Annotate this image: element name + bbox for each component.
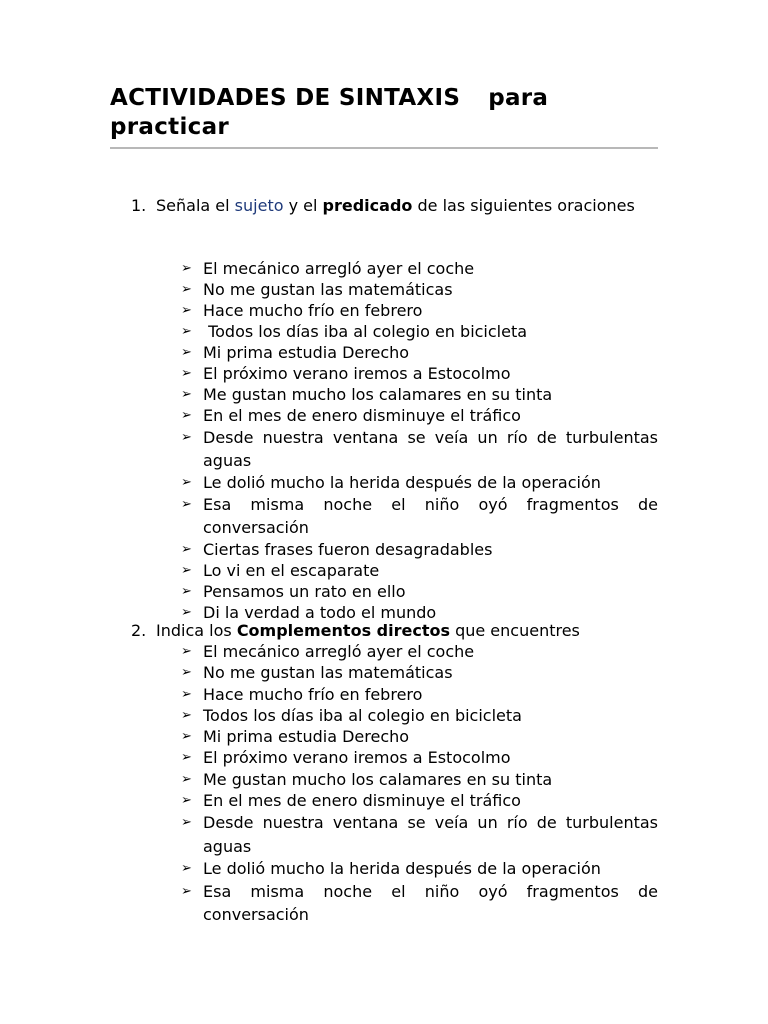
- sentence-text: Le dolió mucho la herida después de la operación: [203, 859, 601, 879]
- document-title: [110, 84, 658, 142]
- sentence-text: En el mes de enero disminuye el tráfico: [203, 406, 521, 425]
- list-item: [181, 581, 658, 602]
- arrowhead-bullet-icon: ➢: [181, 861, 192, 877]
- arrowhead-bullet-icon: ➢: [181, 793, 192, 809]
- title-underline-rule: [110, 147, 658, 149]
- arrowhead-bullet-icon: ➢: [181, 815, 192, 831]
- title-part-1: ACTIVIDADES DE SINTAXIS: [110, 85, 461, 111]
- sentence-text: El próximo verano iremos a Estocolmo: [203, 364, 511, 383]
- arrowhead-bullet-icon: ➢: [181, 750, 192, 766]
- arrowhead-bullet-icon: ➢: [181, 497, 192, 512]
- sentence-text: Di la verdad a todo el mundo: [203, 603, 437, 622]
- list-item: [181, 493, 658, 539]
- list-item: [181, 769, 658, 790]
- sentence-text: Me gustan mucho los calamares en su tinta: [203, 769, 553, 789]
- list-item: [181, 321, 658, 342]
- arrowhead-bullet-icon: ➢: [181, 771, 192, 787]
- list-item: [181, 472, 658, 493]
- sentence-text: No me gustan las matemáticas: [203, 663, 453, 683]
- arrowhead-bullet-icon: ➢: [181, 883, 192, 899]
- title-part-2: para practicar: [110, 85, 549, 140]
- sentence-text: Ciertas frases fueron desagradables: [203, 540, 493, 559]
- arrowhead-bullet-icon: ➢: [181, 475, 192, 490]
- exercise-1-text-b: y el: [288, 196, 318, 215]
- arrowhead-bullet-icon: ➢: [181, 345, 192, 360]
- exercise-2-sentence-list: [181, 641, 658, 927]
- keyword-sujeto: sujeto: [234, 196, 284, 215]
- sentence-text: Desde nuestra ventana se veía un río de turbulentas aguas: [203, 813, 658, 856]
- list-item: [181, 342, 658, 363]
- arrowhead-bullet-icon: ➢: [181, 324, 192, 339]
- arrowhead-bullet-icon: ➢: [181, 729, 192, 745]
- arrowhead-bullet-icon: ➢: [181, 707, 192, 723]
- list-item: [181, 384, 658, 405]
- exercise-2-text: [156, 620, 658, 642]
- sentence-text: Lo vi en el escaparate: [203, 561, 380, 580]
- list-item: [181, 300, 658, 321]
- sentence-text: En el mes de enero disminuye el tráfico: [203, 791, 521, 811]
- arrowhead-bullet-icon: ➢: [181, 366, 192, 381]
- arrowhead-bullet-icon: ➢: [181, 605, 192, 620]
- list-item: [181, 662, 658, 683]
- sentence-text: Esa misma noche el niño oyó fragmentos de conversación: [203, 495, 658, 537]
- list-item: [181, 880, 658, 927]
- list-item: [181, 279, 658, 300]
- arrowhead-bullet-icon: ➢: [181, 303, 192, 318]
- list-item: [181, 641, 658, 662]
- arrowhead-bullet-icon: ➢: [181, 665, 192, 681]
- exercise-2-number: 2.: [131, 621, 147, 640]
- arrowhead-bullet-icon: ➢: [181, 261, 192, 276]
- list-item: [181, 790, 658, 811]
- arrowhead-bullet-icon: ➢: [181, 408, 192, 423]
- arrowhead-bullet-icon: ➢: [181, 563, 192, 578]
- arrowhead-bullet-icon: ➢: [181, 584, 192, 599]
- arrowhead-bullet-icon: ➢: [181, 282, 192, 297]
- list-item: [181, 811, 658, 858]
- sentence-text: Mi prima estudia Derecho: [203, 343, 410, 362]
- sentence-text: Le dolió mucho la herida después de la operación: [203, 473, 601, 492]
- sentence-text: El próximo verano iremos a Estocolmo: [203, 748, 511, 768]
- arrowhead-bullet-icon: ➢: [181, 686, 192, 702]
- list-item: [181, 539, 658, 560]
- arrowhead-bullet-icon: ➢: [181, 387, 192, 402]
- sentence-text: Todos los días iba al colegio en bicicleta: [203, 322, 528, 341]
- exercise-2-text-a: Indica los: [156, 621, 232, 640]
- exercise-2-text-b: que encuentres: [455, 621, 580, 640]
- list-item: [181, 705, 658, 726]
- exercise-1-text-c: de las siguientes oraciones: [417, 196, 635, 215]
- sentence-text: El mecánico arregló ayer el coche: [203, 259, 475, 278]
- sentence-text: Desde nuestra ventana se veía un río de turbulentas aguas: [203, 428, 658, 470]
- sentence-text: Me gustan mucho los calamares en su tinta: [203, 385, 553, 404]
- exercise-2-instruction: [131, 620, 658, 642]
- sentence-text: Hace mucho frío en febrero: [203, 684, 423, 704]
- list-item: [181, 858, 658, 879]
- list-item: [181, 363, 658, 384]
- sentence-text: Esa misma noche el niño oyó fragmentos de conversación: [203, 881, 658, 925]
- sentence-text: Hace mucho frío en febrero: [203, 301, 423, 320]
- exercise-1-number: 1.: [131, 196, 147, 215]
- arrowhead-bullet-icon: ➢: [181, 644, 192, 659]
- sentence-text: No me gustan las matemáticas: [203, 280, 453, 299]
- sentence-text: Todos los días iba al colegio en bicicleta: [203, 705, 522, 725]
- exercise-1-sentence-list: [181, 258, 658, 623]
- sentence-text: Pensamos un rato en ello: [203, 582, 406, 601]
- list-item: [181, 560, 658, 581]
- arrowhead-bullet-icon: ➢: [181, 430, 192, 445]
- list-item: [181, 258, 658, 279]
- exercise-1-text-a: Señala el: [156, 196, 230, 215]
- keyword-complementos-directos: Complementos directos: [236, 621, 450, 640]
- sentence-text: El mecánico arregló ayer el coche: [203, 642, 475, 661]
- arrowhead-bullet-icon: ➢: [181, 542, 192, 557]
- list-item: [181, 726, 658, 747]
- sentence-text: Mi prima estudia Derecho: [203, 727, 410, 747]
- exercise-1-instruction: [131, 195, 658, 217]
- list-item: [181, 684, 658, 705]
- list-item: [181, 405, 658, 426]
- keyword-predicado: predicado: [322, 196, 413, 215]
- exercise-1-text: [156, 195, 658, 217]
- list-item: [181, 426, 658, 472]
- list-item: [181, 747, 658, 768]
